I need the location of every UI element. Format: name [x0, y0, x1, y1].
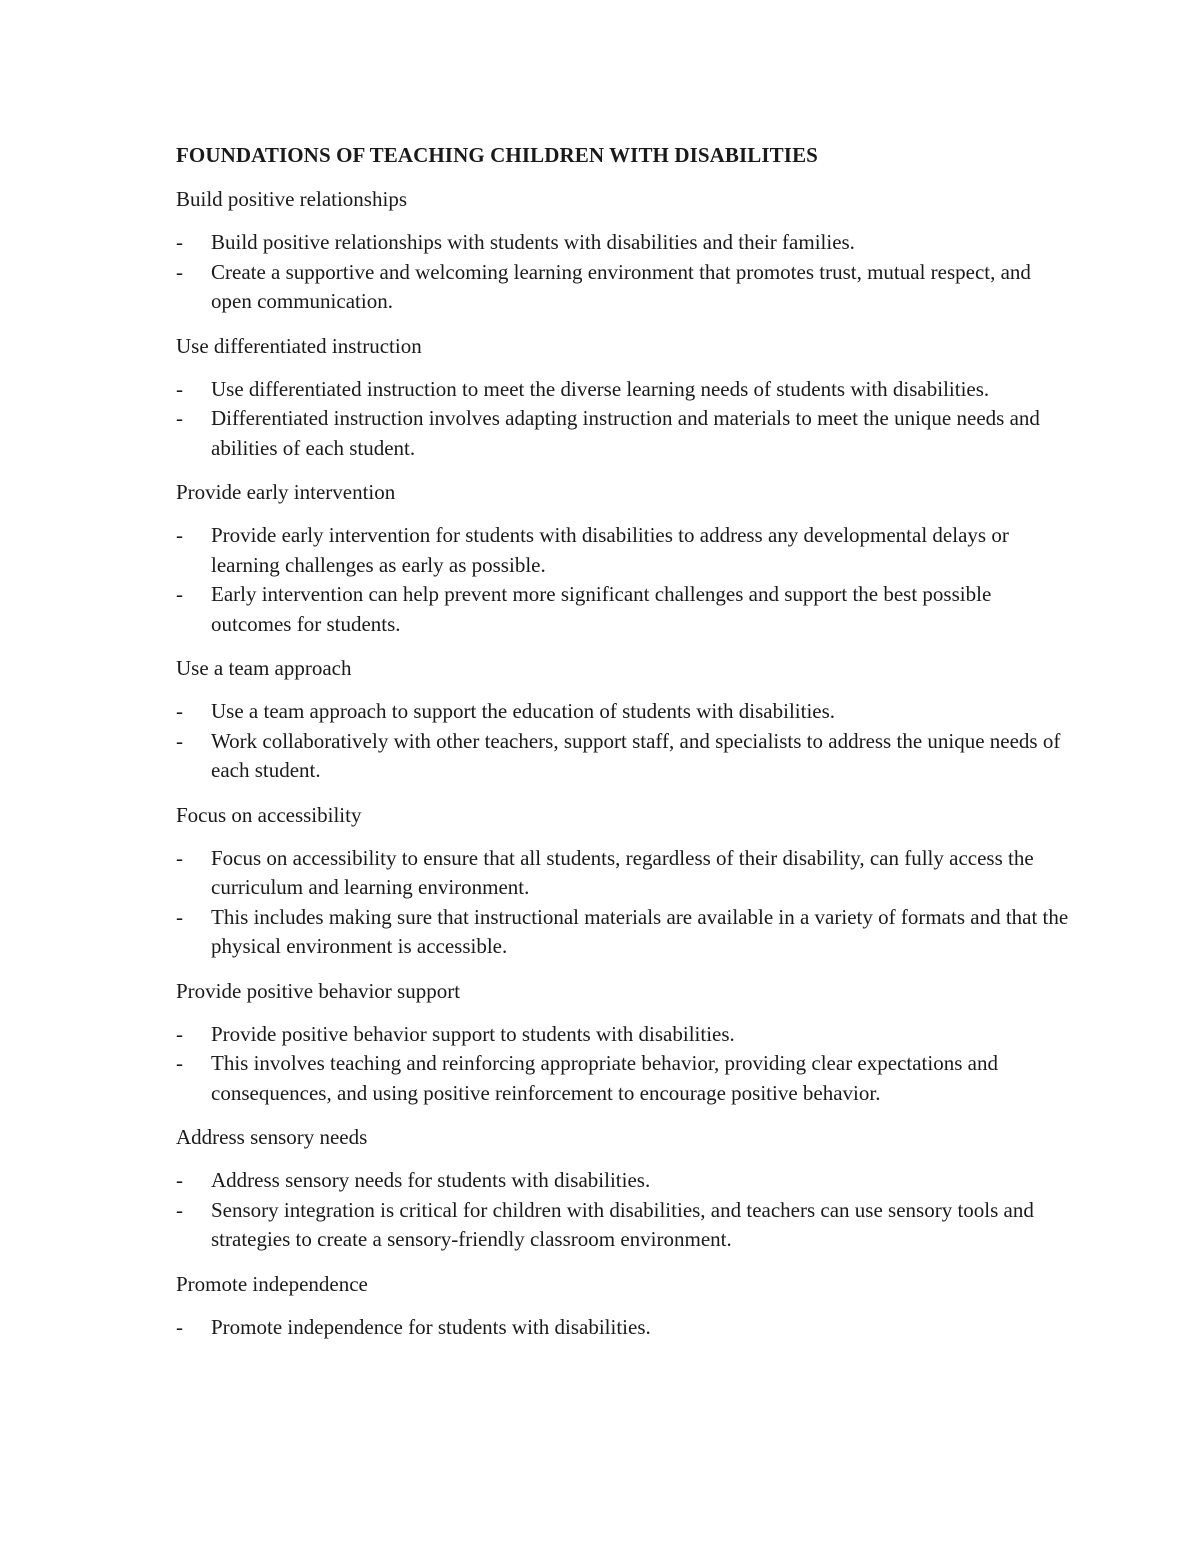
bullet-text: Differentiated instruction involves adapting instruction and materials to meet the unique needs and abilities of each student. [211, 406, 1040, 460]
bullet-item [176, 228, 1076, 258]
bullet-item [176, 1020, 1076, 1050]
section-heading: Build positive relationships [176, 187, 407, 211]
section-heading: Provide positive behavior support [176, 978, 461, 1003]
bullet-text: This involves teaching and reinforcing appropriate behavior, providing clear expectations and consequences, and using positive reinforcement to encourage positive behavior. [211, 1051, 998, 1105]
bullet-item [176, 1049, 1076, 1108]
bullet-marker: - [176, 523, 183, 547]
bullet-text: Sensory integration is critical for children with disabilities, and teachers can use sensory tools and strategies to create a sensory-friendly classroom environment. [211, 1197, 1034, 1251]
section-heading: Use differentiated instruction [176, 333, 422, 358]
bullet-list [176, 1166, 1076, 1255]
section-heading: Focus on accessibility [176, 802, 362, 827]
bullet-list [176, 228, 1076, 317]
bullet-item [176, 521, 1076, 580]
bullet-text: Promote independence for students with disabilities. [211, 1314, 651, 1339]
bullet-marker: - [176, 1168, 183, 1192]
bullet-marker: - [176, 582, 183, 606]
bullet-item [176, 727, 1076, 786]
bullet-marker: - [176, 1314, 183, 1339]
bullet-list [176, 697, 1076, 786]
bullet-list [176, 521, 1076, 639]
bullet-marker: - [176, 1021, 183, 1046]
section-heading: Provide early intervention [176, 480, 396, 504]
bullet-item [176, 844, 1076, 903]
document-section [176, 184, 1076, 317]
section-heading: Address sensory needs [176, 1125, 368, 1149]
bullet-text: Focus on accessibility to ensure that all students, regardless of their disability, can fully access the curriculum and learning environment. [211, 845, 1034, 899]
bullet-text: Provide early intervention for students with disabilities to address any developmental delays or learning challenges as early as possible. [211, 523, 1009, 577]
bullet-item [176, 404, 1076, 463]
bullet-marker: - [176, 230, 183, 254]
bullet-text: Address sensory needs for students with disabilities. [211, 1168, 651, 1192]
bullet-marker: - [176, 699, 183, 723]
bullet-item [176, 697, 1076, 727]
bullet-item [176, 258, 1076, 317]
bullet-item [176, 1166, 1076, 1196]
bullet-list [176, 844, 1076, 962]
bullet-text: Use differentiated instruction to meet the diverse learning needs of students with disabilities. [211, 376, 990, 401]
bullet-list [176, 1313, 1076, 1343]
bullet-item [176, 1313, 1076, 1343]
bullet-marker: - [176, 406, 183, 430]
bullet-text: Create a supportive and welcoming learning environment that promotes trust, mutual respect, and open communication. [211, 259, 1031, 313]
bullet-text: Work collaboratively with other teachers, support staff, and specialists to address the unique needs of each student. [211, 728, 1061, 782]
document-body [176, 184, 1076, 1342]
bullet-marker: - [176, 1197, 183, 1222]
document-section [176, 477, 1076, 639]
bullet-text: Use a team approach to support the education of students with disabilities. [211, 699, 836, 723]
bullet-list [176, 1020, 1076, 1109]
section-heading: Promote independence [176, 1271, 368, 1296]
bullet-marker: - [176, 376, 183, 401]
bullet-list [176, 375, 1076, 464]
bullet-marker: - [176, 845, 183, 870]
document-section [176, 1269, 1076, 1343]
document-page [176, 140, 1076, 1356]
bullet-marker: - [176, 904, 183, 929]
document-section [176, 331, 1076, 464]
bullet-text: Early intervention can help prevent more significant challenges and support the best possible outcomes for students. [211, 582, 992, 636]
document-section [176, 1122, 1076, 1255]
bullet-text: Build positive relationships with students with disabilities and their families. [211, 230, 855, 254]
document-section [176, 800, 1076, 962]
document-section [176, 976, 1076, 1109]
document-title: FOUNDATIONS OF TEACHING CHILDREN WITH DISABILITIES [176, 143, 818, 167]
bullet-item [176, 580, 1076, 639]
bullet-marker: - [176, 1051, 183, 1075]
document-section [176, 653, 1076, 786]
bullet-marker: - [176, 259, 183, 284]
bullet-item [176, 903, 1076, 962]
bullet-marker: - [176, 728, 183, 753]
bullet-text: Provide positive behavior support to students with disabilities. [211, 1021, 735, 1046]
bullet-text: This includes making sure that instructional materials are available in a variety of formats and that the physical environment is accessible. [211, 904, 1069, 958]
bullet-item [176, 1196, 1076, 1255]
section-heading: Use a team approach [176, 656, 352, 680]
bullet-item [176, 375, 1076, 405]
